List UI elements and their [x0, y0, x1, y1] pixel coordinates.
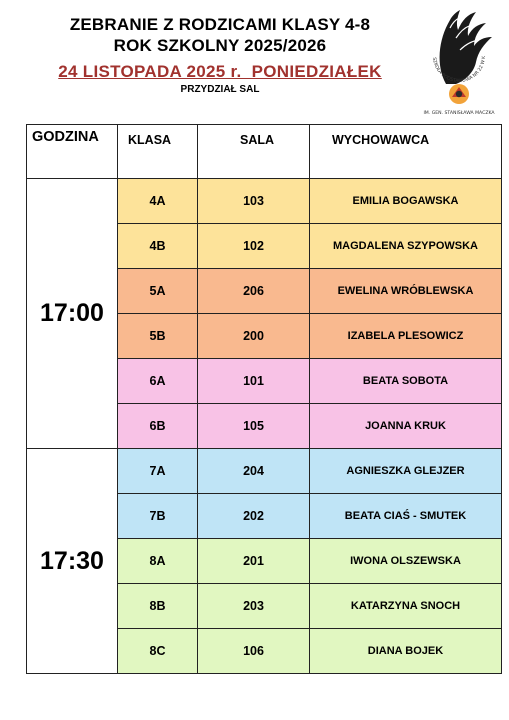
table-row [27, 449, 502, 494]
teacher-cell: KATARZYNA SNOCH [310, 584, 502, 629]
column-header-godzina: GODZINA [27, 125, 118, 179]
schedule-table [26, 124, 502, 674]
teacher-cell: BEATA SOBOTA [310, 359, 502, 404]
column-header-klasa: KLASA [118, 125, 198, 179]
class-cell: 4B [118, 224, 198, 269]
time-slot: 17:30 [27, 449, 118, 674]
class-cell: 8C [118, 629, 198, 674]
class-cell: 7B [118, 494, 198, 539]
school-year: ROK SZKOLNY 2025/2026 [113, 36, 327, 55]
room-cell: 202 [198, 494, 310, 539]
logo-text-lower: IM. GEN. STANISŁAWA MACZKA [423, 111, 495, 116]
teacher-cell: EMILIA BOGAWSKA [310, 179, 502, 224]
class-cell: 4A [118, 179, 198, 224]
teacher-cell: JOANNA KRUK [310, 404, 502, 449]
class-cell: 8A [118, 539, 198, 584]
table-header-row [27, 125, 502, 179]
teacher-cell: AGNIESZKA GLEJZER [310, 449, 502, 494]
room-assignment-subtitle: PRZYDZIAŁ SAL [180, 84, 260, 95]
room-cell: 102 [198, 224, 310, 269]
teacher-cell: DIANA BOJEK [310, 629, 502, 674]
teacher-cell: BEATA CIAŚ - SMUTEK [310, 494, 502, 539]
teacher-cell: IZABELA PLESOWICZ [310, 314, 502, 359]
page-title: ZEBRANIE Z RODZICAMI KLASY 4-8 [69, 15, 371, 34]
column-header-wychowawca: WYCHOWAWCA [310, 125, 502, 179]
class-cell: 5B [118, 314, 198, 359]
logo-text-upper: SZKOŁA PODSTAWOWA NR 22 W K [431, 55, 488, 85]
teacher-cell: MAGDALENA SZYPOWSKA [310, 224, 502, 269]
room-cell: 106 [198, 629, 310, 674]
room-cell: 204 [198, 449, 310, 494]
room-cell: 201 [198, 539, 310, 584]
eagle-wing-icon [440, 10, 492, 84]
class-cell: 7A [118, 449, 198, 494]
teacher-cell: EWELINA WRÓBLEWSKA [310, 269, 502, 314]
class-cell: 6A [118, 359, 198, 404]
class-cell: 5A [118, 269, 198, 314]
meeting-date: 24 LISTOPADA 2025 r. PONIEDZIAŁEK [58, 62, 382, 81]
room-cell: 105 [198, 404, 310, 449]
room-cell: 200 [198, 314, 310, 359]
room-cell: 203 [198, 584, 310, 629]
column-header-sala: SALA [198, 125, 310, 179]
room-cell: 101 [198, 359, 310, 404]
school-logo [412, 6, 502, 118]
table-row [27, 179, 502, 224]
room-cell: 206 [198, 269, 310, 314]
room-cell: 103 [198, 179, 310, 224]
schedule-body [27, 179, 502, 674]
class-cell: 8B [118, 584, 198, 629]
school-emblem-icon [449, 84, 469, 104]
teacher-cell: IWONA OLSZEWSKA [310, 539, 502, 584]
class-cell: 6B [118, 404, 198, 449]
time-slot: 17:00 [27, 179, 118, 449]
page-header [40, 14, 400, 97]
